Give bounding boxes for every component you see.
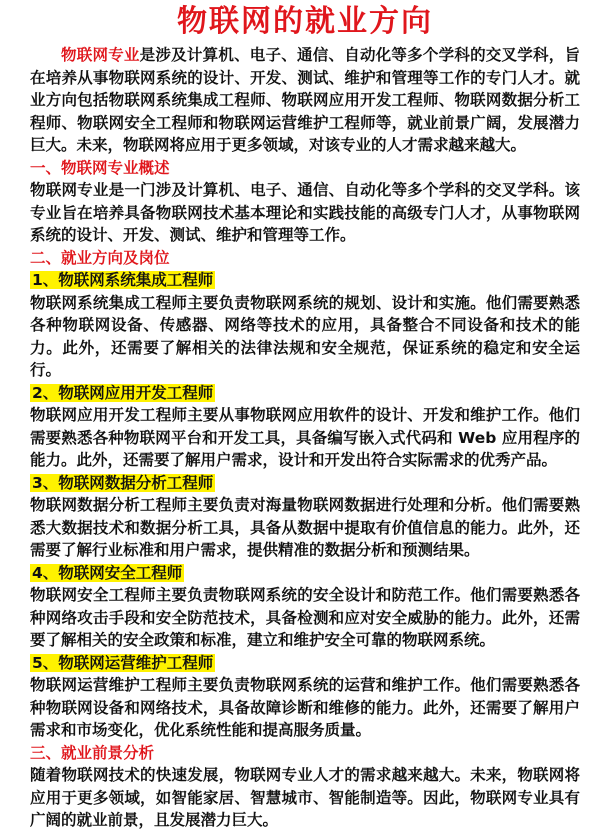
job-title-5: 5、物联网运营维护工程师 <box>32 653 214 672</box>
section-heading-prospects: 三、就业前景分析 <box>30 743 155 762</box>
page-title: 物联网的就业方向 <box>177 4 433 39</box>
intro-highlight: 物联网专业 <box>61 46 140 64</box>
job-title-1: 1、物联网系统集成工程师 <box>32 271 214 289</box>
prospects-paragraph: 随着物联网技术的快速发展，物联网专业人才的需求越来越大。未来，物联网将应用于更多领域，如智能家居、智慧城市、智能制造等。因此，物联网专业具有广阔的就业前景，且发展潜力巨大。 <box>30 766 580 829</box>
job-title-4: 4、物联网安全工程师 <box>32 563 183 582</box>
section-heading-overview: 一、物联网专业概述 <box>30 158 170 177</box>
intro-paragraph <box>30 44 580 157</box>
job-title-3: 3、物联网数据分析工程师 <box>32 473 214 492</box>
job-description-4: 物联网安全工程师主要负责物联网系统的安全设计和防范工作。他们需要熟悉各种网络攻击手段和安全防范技术，具备检测和应对安全威胁的能力。此外，还需要了解相关的安全政策和标准，建立和维护安全可靠的物联网系统。 <box>30 586 580 649</box>
job-description-1: 物联网系统集成工程师主要负责物联网系统的规划、设计和实施。他们需要熟悉各种物联网设备、传感器、网络等技术的应用，具备整合不同设备和技术的能力。此外，还需要了解相关的法律法规和安全规范，保证系统的稳定和安全运行。 <box>30 293 580 379</box>
job-description-5: 物联网运营维护工程师主要负责物联网系统的运营和维护工作。他们需要熟悉各种物联网设备和网络技术，具备故障诊断和维修的能力。此外，还需要了解用户需求和市场变化，优化系统性能和提高服务质量。 <box>30 676 580 739</box>
job-description-2: 物联网应用开发工程师主要从事物联网应用软件的设计、开发和维护工作。他们需要熟悉各种物联网平台和开发工具，具备编写嵌入式代码和 Web 应用程序的能力。此外，还需要了解用户需求，设计和开发出符合实际需求的优秀产品。 <box>30 406 580 469</box>
job-description-3: 物联网数据分析工程师主要负责对海量物联网数据进行处理和分析。他们需要熟悉大数据技术和数据分析工具，具备从数据中提取有价值信息的能力。此外，还需要了解行业标准和用户需求，提供精准的数据分析和预测结果。 <box>30 496 580 559</box>
section-heading-jobs: 二、就业方向及岗位 <box>30 248 170 267</box>
job-title-2: 2、物联网应用开发工程师 <box>32 383 214 402</box>
overview-paragraph: 物联网专业是一门涉及计算机、电子、通信、自动化等多个学科的交叉学科。该专业旨在培养具备物联网技术基本理论和实践技能的高级专门人才，从事物联网系统的设计、开发、测试、维护和管理等工作。 <box>30 181 580 244</box>
intro-text: 是涉及计算机、电子、通信、自动化等多个学科的交叉学科，旨在培养从事物联网系统的设计、开发、测试、维护和管理等工作的专门人才。就业方向包括物联网系统集成工程师、物联网应用开发工程师、物联网数据分析工程师、物联网安全工程师和物联网运营维护工程师等，就业前景广阔，发展潜力巨大。未来，物联网将应用于更多领域，对该专业的人才需求越来越大。 <box>30 46 580 154</box>
